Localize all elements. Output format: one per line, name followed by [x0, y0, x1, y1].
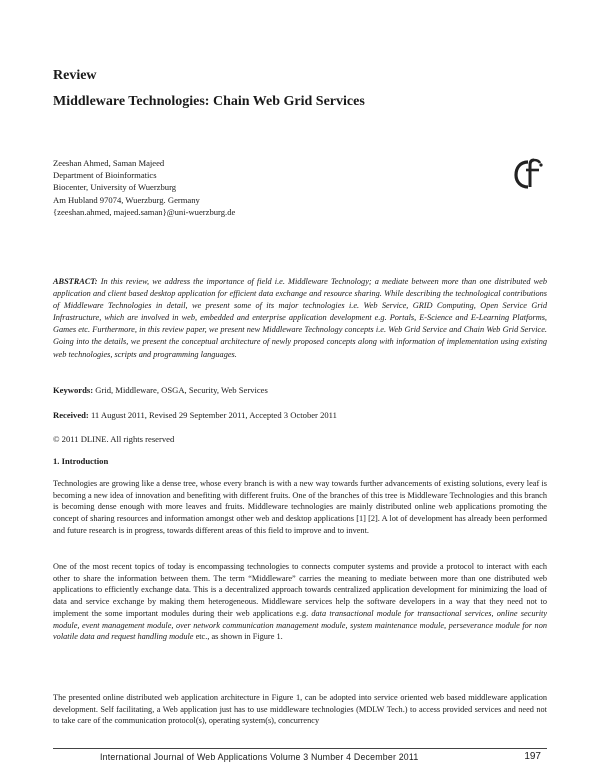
- journal-logo-icon: [512, 156, 546, 192]
- intro-paragraph-1: Technologies are growing like a dense tree, whose every branch is with a new way towards further advancements of existing solutions, every leaf is becoming a new idea of innovation and benefiting with different fruits. One of the branches of this tree is Middleware Technologies and this branch is becoming dense enough with more leaves and fruits. Middleware technologies are mainly distributed online web applications promoting the concept of sharing resources and information amongst other web and desktop applications [1] [2]. A lot of development has already been performed and future research is in progress, towards different areas of this field to improve and to invent.: [53, 479, 547, 535]
- page-number: 197: [524, 751, 541, 762]
- abstract: [53, 276, 547, 361]
- page-footer: [53, 748, 547, 762]
- author-emails: {zeeshan.ahmed, majeed.saman}@uni-wuerzburg.de: [53, 206, 236, 217]
- footer-journal-info: International Journal of Web Applications Volume 3 Number 4 December 2011: [100, 752, 419, 762]
- received-text: 11 August 2011, Revised 29 September 2011, Accepted 3 October 2011: [88, 410, 337, 420]
- author-department: Department of Bioinformatics: [53, 170, 157, 181]
- author-names: Zeeshan Ahmed, Saman Majeed: [53, 158, 165, 168]
- intro-paragraph-2-end: etc., as shown in Figure 1.: [193, 632, 283, 642]
- paper-title: Middleware Technologies: Chain Web Grid Services: [53, 94, 365, 109]
- received-dates: [53, 409, 547, 421]
- abstract-label: ABSTRACT:: [53, 277, 98, 286]
- copyright: © 2011 DLINE. All rights reserved: [53, 434, 175, 444]
- intro-paragraph-2-start: One of the most recent topics of today is encompassing technologies to connects computer systems and provide a protocol to interact with each other to share the information between them. The term “Middleware” carries the meaning to mediate between more than one distributed web applications to efficiently exchange data. This is a decentralized approach towards centralized application development for minimizing the load of data and service exchange by making them heterogeneous. Middleware services help the software developers in a way that they need not to implement the some important modules during their web applications e.g.: [53, 562, 547, 618]
- author-block: [53, 157, 373, 218]
- keywords-text: Grid, Middleware, OSGA, Security, Web Services: [93, 385, 268, 395]
- author-address: Am Hubland 97074, Wuerzburg. Germany: [53, 194, 200, 205]
- article-type-label: Review: [53, 68, 97, 83]
- author-institution: Biocenter, University of Wuerzburg: [53, 182, 177, 193]
- keywords: [53, 384, 547, 396]
- received-label: Received:: [53, 410, 89, 420]
- keywords-label: Keywords:: [53, 385, 94, 395]
- abstract-text: In this review, we address the importance of field i.e. Middleware Technology; a mediate between more than one distributed web application and client based desktop application for efficient data exchange and resource sharing. While describing the technological contributions of Middleware Technologies in detail, we present some of its major technologies i.e. Web Service, GRID Computing, Open Service Grid Infrastructure, which are involved in web, embedded and enterprise application development e.g. Portals, E-Science and E-Learning Platforms, Games etc. Furthermore, in this review paper, we present new Middleware Technology concepts i.e. Web Grid Service and Chain Web Grid Service. Going into the details, we present the conceptual architecture of newly proposed concepts along with information of implementation using existing web technologies, scripts and programming languages.: [53, 277, 547, 359]
- intro-paragraph-2: [53, 561, 547, 643]
- intro-paragraph-2-modules: data transactional module for transactional services, online security module, event management module, over network communication management module, system maintenance module, perseverance module for non volatile data and request handling module: [53, 608, 547, 642]
- section-heading-introduction: 1. Introduction: [53, 456, 109, 466]
- intro-paragraph-3: The presented online distributed web application architecture in Figure 1, can be adopted into service oriented web based middleware application development. Self facilitating, a Web application just has to use middleware technologies (MDLW Tech.) to access provided services and need not to take care of the communication protocol(s), operating system(s), concurrency: [53, 693, 547, 726]
